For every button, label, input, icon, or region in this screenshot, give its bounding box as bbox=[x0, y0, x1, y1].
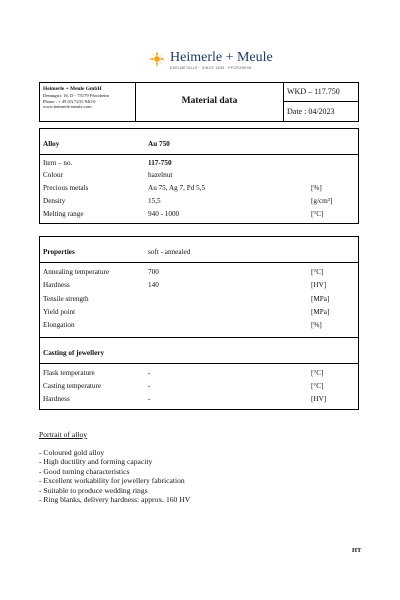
row-unit: [g/cm³] bbox=[311, 197, 333, 205]
row-label: Hardness bbox=[43, 395, 70, 403]
alloy-section bbox=[39, 128, 359, 224]
alloy-separator bbox=[40, 154, 358, 155]
wkd-number: WKD – 117.750 bbox=[284, 83, 358, 102]
company-info bbox=[40, 83, 136, 121]
author-initials: HT bbox=[352, 547, 362, 554]
portrait-item: - Excellent workability for jewellery fabrication bbox=[39, 476, 185, 486]
row-label: Precious metals bbox=[43, 184, 89, 192]
casting-heading: Casting of jewellery bbox=[43, 349, 105, 357]
row-unit: [HV] bbox=[311, 395, 327, 403]
row-label: Elongation bbox=[43, 321, 75, 329]
row-value: 15,5 bbox=[148, 197, 161, 205]
row-label: Casting temperature bbox=[43, 382, 102, 390]
row-label: Yield point bbox=[43, 308, 76, 316]
portrait-item: - Good turning characteristics bbox=[39, 466, 130, 476]
row-unit: [MPa] bbox=[311, 295, 330, 303]
row-label: Item – no. bbox=[43, 159, 73, 167]
alloy-heading: Alloy bbox=[43, 140, 60, 148]
properties-heading-value: soft - annealed bbox=[148, 248, 191, 256]
row-value: - bbox=[148, 395, 151, 403]
row-label: Tensile strength bbox=[43, 295, 89, 303]
properties-section bbox=[39, 236, 359, 410]
row-value: Au 75, Ag 7, Pd 5,5 bbox=[148, 184, 206, 192]
logo-tagline: EDELMETALLE · SINCE 1845 · PFORZHEIM bbox=[170, 66, 252, 70]
alloy-row-item-no bbox=[43, 159, 355, 169]
row-label: Flask temperature bbox=[43, 369, 95, 377]
alloy-heading-value: Au 750 bbox=[148, 140, 170, 148]
alloy-row-colour bbox=[43, 171, 355, 181]
row-value: 140 bbox=[148, 281, 159, 289]
row-unit: [°C] bbox=[311, 268, 324, 276]
flame-logo-icon bbox=[148, 50, 166, 68]
row-label: Annealing temperature bbox=[43, 268, 110, 276]
row-unit: [%] bbox=[311, 184, 322, 192]
row-value: hazelnut bbox=[148, 171, 173, 179]
properties-row-hardness bbox=[43, 281, 355, 291]
casting-row-flask-temperature bbox=[43, 369, 355, 379]
document-header bbox=[39, 82, 359, 122]
row-value: 700 bbox=[148, 268, 159, 276]
logo-brand-name: Heimerle + Meule bbox=[170, 50, 273, 65]
properties-row-tensile-strength bbox=[43, 295, 355, 305]
portrait-item: - Ring blanks, delivery hardness: approx. 160 HV bbox=[39, 495, 191, 505]
properties-row-elongation bbox=[43, 321, 355, 331]
casting-separator bbox=[40, 363, 358, 364]
document-meta bbox=[283, 83, 358, 121]
row-unit: [HV] bbox=[311, 281, 327, 289]
row-unit: [°C] bbox=[311, 210, 324, 218]
properties-row-annealing-temperature bbox=[43, 268, 355, 278]
portrait-item: - Suitable to produce wedding rings bbox=[39, 485, 148, 495]
document-date: Date : 04/2023 bbox=[287, 107, 335, 116]
alloy-row-precious-metals bbox=[43, 184, 355, 194]
casting-row-hardness bbox=[43, 395, 355, 405]
row-value: 117-750 bbox=[148, 159, 172, 167]
company-phone: Phone : + 49 (0) 7231-940-0 bbox=[43, 98, 96, 104]
row-unit: [°C] bbox=[311, 369, 324, 377]
row-label: Density bbox=[43, 197, 66, 205]
row-unit: [°C] bbox=[311, 382, 324, 390]
row-label: Hardness bbox=[43, 281, 70, 289]
casting-top-separator bbox=[40, 337, 358, 338]
company-website: www.heimerle-meule.com bbox=[43, 104, 92, 110]
document-title: Material data bbox=[181, 96, 238, 106]
row-unit: [%] bbox=[311, 321, 322, 329]
casting-row-casting-temperature bbox=[43, 382, 355, 392]
alloy-row-melting-range bbox=[43, 210, 355, 220]
row-label: Melting range bbox=[43, 210, 84, 218]
properties-heading: Properties bbox=[43, 248, 75, 256]
row-unit: [MPa] bbox=[311, 308, 330, 316]
company-name: Heimerle + Meule GmbH bbox=[43, 86, 102, 92]
portrait-item: - High ductility and forming capacity bbox=[39, 457, 153, 467]
properties-row-yield-point bbox=[43, 308, 355, 318]
properties-separator bbox=[40, 262, 358, 263]
portrait-item: - Coloured gold alloy bbox=[39, 448, 105, 457]
portrait-list bbox=[39, 448, 190, 504]
row-value: - bbox=[148, 382, 151, 390]
row-value: - bbox=[148, 369, 151, 377]
alloy-row-density bbox=[43, 197, 355, 207]
row-value: 940 - 1000 bbox=[148, 210, 180, 218]
portrait-title: Portrait of alloy bbox=[39, 430, 88, 439]
company-logo bbox=[148, 50, 273, 74]
company-address: Dennigstr. 16, D - 75179 Pforzheim bbox=[43, 93, 109, 98]
row-label: Colour bbox=[43, 171, 63, 179]
